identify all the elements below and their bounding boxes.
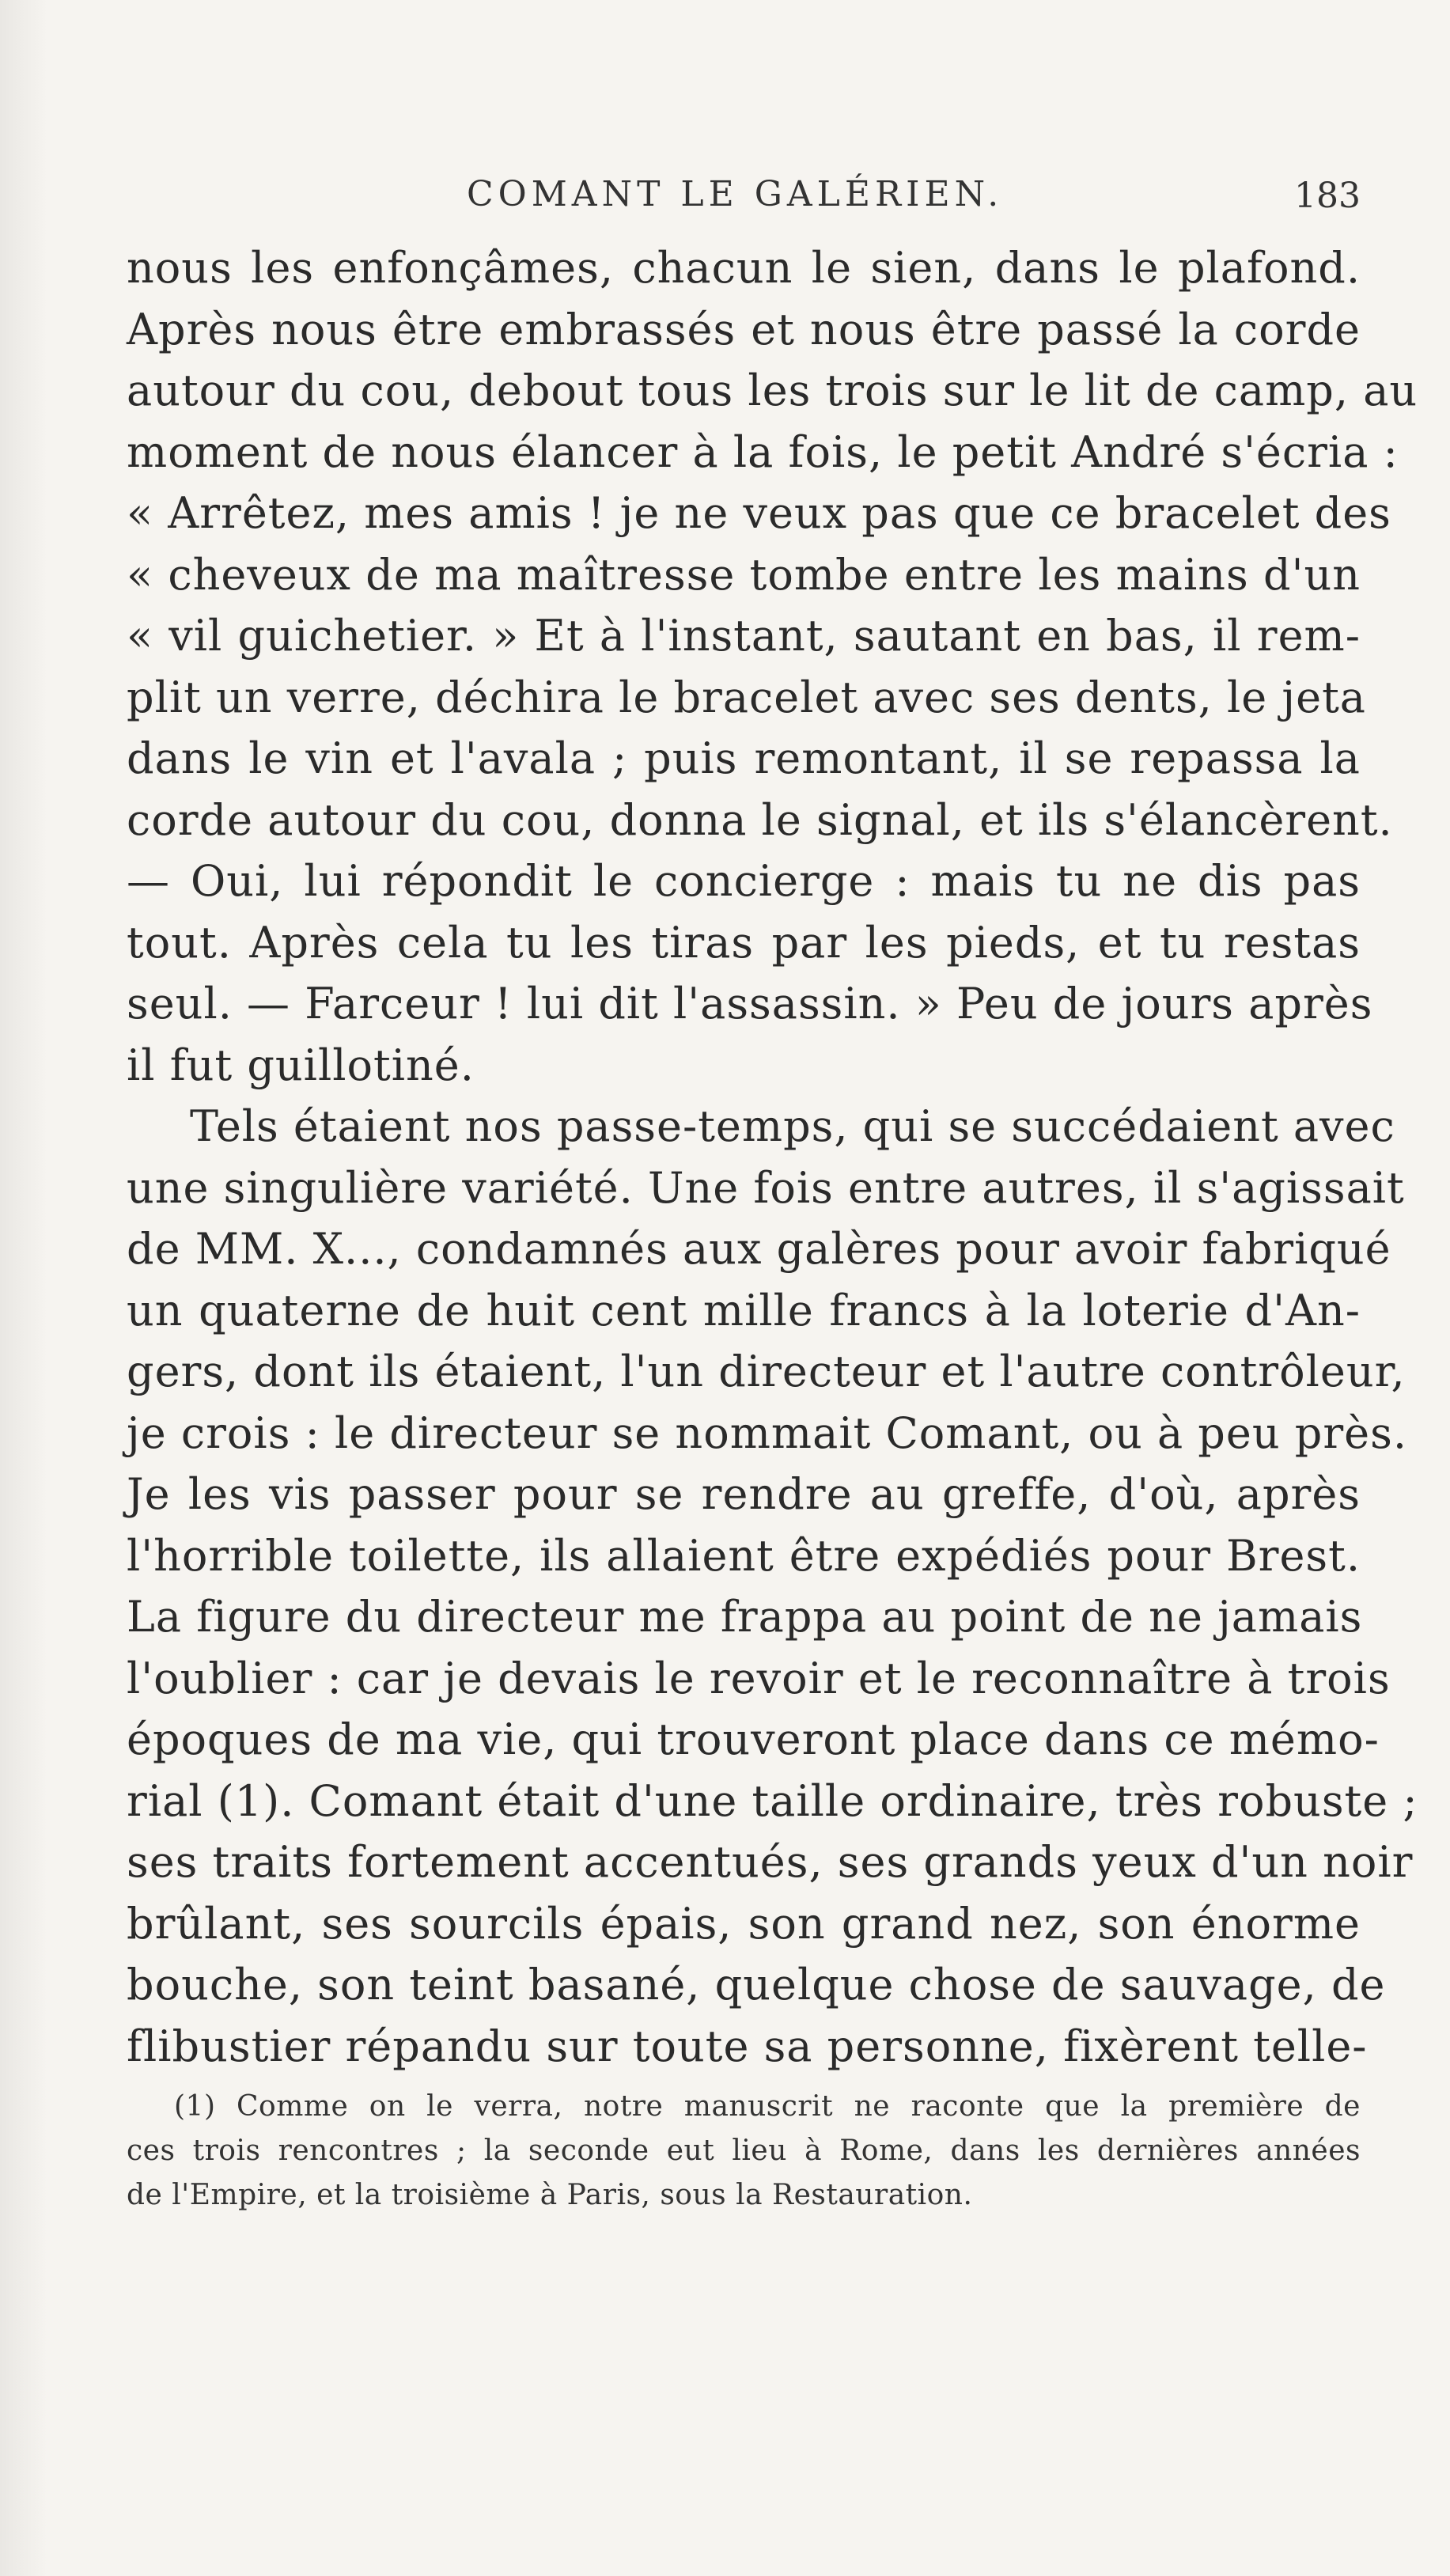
text-line: bouche, son teint basané, quelque chose de sauvage, de bbox=[127, 1960, 1386, 2010]
text-line: « Arrêtez, mes amis ! je ne veux pas que ce bracelet des bbox=[127, 488, 1391, 538]
text-line: flibustier répandu sur toute sa personne, fixèrent telle- bbox=[127, 2021, 1368, 2071]
text-line: il fut guillotiné. bbox=[127, 1040, 475, 1090]
text-line: brûlant, ses sourcils épais, son grand nez, son énorme bbox=[127, 1898, 1361, 1949]
text-line: de MM. X..., condamnés aux galères pour avoir fabriqué bbox=[127, 1224, 1391, 1274]
footnote-line: ces trois rencontres ; la seconde eut lieu à Rome, dans les dernières années bbox=[127, 2135, 1361, 2167]
body-text bbox=[127, 237, 1418, 2077]
text-line: « cheveux de ma maîtresse tombe entre les mains d'un bbox=[127, 549, 1361, 600]
text-line: « vil guichetier. » Et à l'instant, sautant en bas, il rem- bbox=[127, 611, 1361, 661]
text-line: ses traits fortement accentués, ses grands yeux d'un noir bbox=[127, 1837, 1414, 1887]
text-line: époques de ma vie, qui trouveront place dans ce mémo- bbox=[127, 1714, 1380, 1764]
text-line: Après nous être embrassés et nous être passé la corde bbox=[127, 304, 1361, 354]
text-line: tout. Après cela tu les tiras par les pieds, et tu restas bbox=[127, 917, 1361, 968]
text-line: seul. — Farceur ! lui dit l'assassin. » Peu de jours après bbox=[127, 979, 1373, 1029]
footnote-line: (1) Comme on le verra, notre manuscrit ne raconte que la première de bbox=[174, 2090, 1361, 2123]
footnote bbox=[127, 2085, 1361, 2218]
text-line: nous les enfonçâmes, chacun le sien, dans le plafond. bbox=[127, 243, 1361, 293]
text-line: un quaterne de huit cent mille francs à la loterie d'An- bbox=[127, 1285, 1361, 1335]
text-line: gers, dont ils étaient, l'un directeur et l'autre contrôleur, bbox=[127, 1347, 1406, 1396]
paragraph-start-line: Tels étaient nos passe-temps, qui se succédaient avec bbox=[190, 1101, 1395, 1151]
text-line: dans le vin et l'avala ; puis remontant, il se repassa la bbox=[127, 733, 1361, 783]
text-line: corde autour du cou, donna le signal, et ils s'élancèrent. bbox=[127, 794, 1393, 845]
text-line: autour du cou, debout tous les trois sur le lit de camp, au bbox=[127, 366, 1418, 415]
text-line: La figure du directeur me frappa au point de ne jamais bbox=[127, 1592, 1363, 1642]
text-line: je crois : le directeur se nommait Comant, ou à peu près. bbox=[127, 1407, 1407, 1458]
running-title: COMANT LE GALÉRIEN. bbox=[467, 174, 1004, 214]
text-line: une singulière variété. Une fois entre autres, il s'agissait bbox=[127, 1162, 1405, 1213]
text-line: plit un verre, déchira le bracelet avec ses dents, le jeta bbox=[127, 672, 1366, 722]
text-line: l'oublier : car je devais le revoir et le reconnaître à trois bbox=[127, 1653, 1391, 1703]
page-header bbox=[127, 158, 1376, 229]
text-line: — Oui, lui répondit le concierge : mais tu ne dis pas bbox=[127, 856, 1361, 906]
text-line: l'horrible toilette, ils allaient être expédiés pour Brest. bbox=[127, 1530, 1361, 1581]
page-number: 183 bbox=[1294, 176, 1361, 216]
text-line: rial (1). Comant était d'une taille ordinaire, très robuste ; bbox=[127, 1775, 1418, 1826]
text-line: Je les vis passer pour se rendre au greffe, d'où, après bbox=[127, 1469, 1361, 1519]
text-line: moment de nous élancer à la fois, le petit André s'écria : bbox=[127, 426, 1399, 477]
footnote-line: de l'Empire, et la troisième à Paris, sous la Restauration. bbox=[127, 2179, 973, 2211]
